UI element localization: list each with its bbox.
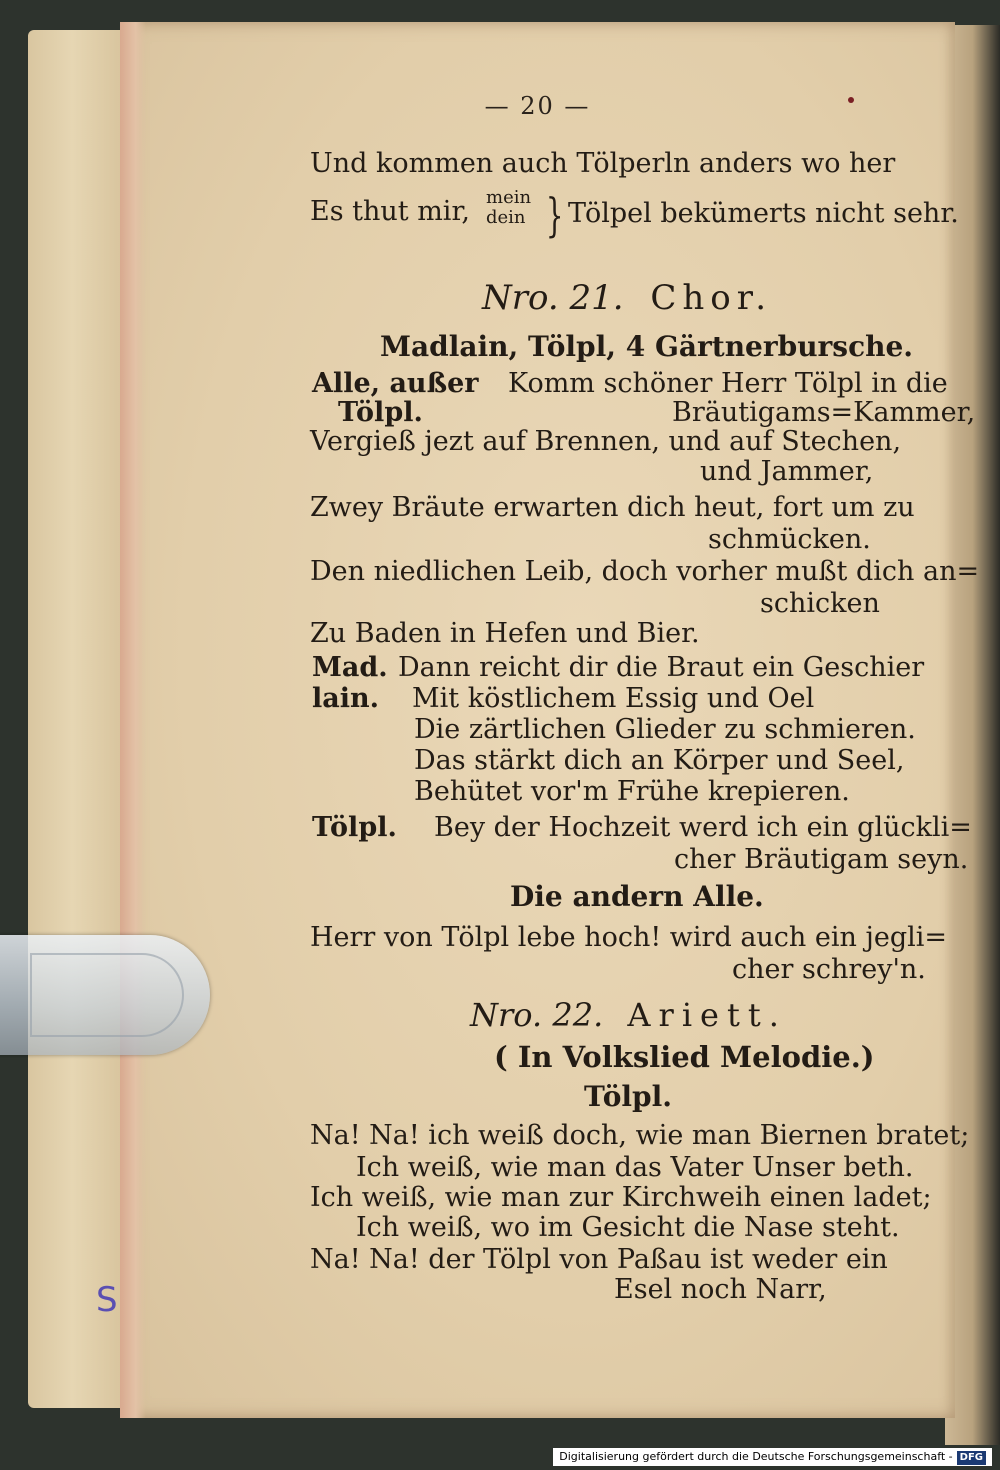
- page-spine-shadow: [120, 22, 146, 1418]
- text-line: Zwey Bräute erwarten dich heut, fort um zu: [310, 492, 915, 523]
- cast-list: Madlain, Tölpl, 4 Gärtnerbursche.: [380, 330, 914, 363]
- text-line: cher schrey'n.: [732, 954, 926, 985]
- text-line: Ich weiß, wie man das Vater Unser beth.: [356, 1152, 914, 1183]
- digitization-footer: [553, 1448, 992, 1466]
- text-line: Tölpel bekümerts nicht sehr.: [568, 198, 959, 229]
- text-line: Zu Baden in Hefen und Bier.: [310, 618, 700, 649]
- text-line: Die zärtlichen Glieder zu schmieren.: [414, 714, 916, 745]
- word-option: dein: [486, 207, 526, 228]
- speaker-label: Tölpl.: [584, 1080, 672, 1113]
- page-number: — 20 —: [484, 92, 591, 120]
- text-line: schmücken.: [708, 524, 871, 555]
- section-heading: [470, 996, 787, 1034]
- text-line: Ich weiß, wo im Gesicht die Nase steht.: [356, 1212, 900, 1243]
- dfg-logo-icon: DFG: [957, 1451, 986, 1465]
- text-line: Den niedlichen Leib, doch vorher mußt dich an=: [310, 556, 980, 587]
- text-line: Mit köstlichem Essig und Oel: [412, 683, 815, 714]
- speaker-label: Tölpl.: [338, 397, 423, 428]
- section-title: Ariett.: [627, 996, 787, 1034]
- text-line: Herr von Tölpl lebe hoch! wird auch ein jegli=: [310, 922, 948, 953]
- text-line: Das stärkt dich an Körper und Seel,: [414, 745, 905, 776]
- word-options: [486, 188, 531, 228]
- clip-highlight: [30, 953, 184, 1037]
- speaker-label: Tölpl.: [312, 812, 397, 843]
- text-line: Ich weiß, wie man zur Kirchweih einen ladet;: [310, 1182, 932, 1213]
- section-title: Chor.: [650, 278, 773, 318]
- subheading: Die andern Alle.: [510, 880, 764, 913]
- section-number: Nro. 22.: [470, 996, 604, 1034]
- text-line: cher Bräutigam seyn.: [674, 844, 969, 875]
- text-line: und Jammer,: [700, 456, 874, 487]
- text-line: Und kommen auch Tölperln anders wo her: [310, 148, 896, 179]
- text-line: schicken: [760, 588, 880, 619]
- text-line: Esel noch Narr,: [614, 1274, 827, 1305]
- speaker-label: Alle, außer: [312, 368, 479, 399]
- text-line: Na! Na! der Tölpl von Paßau ist weder ein: [310, 1244, 888, 1275]
- text-line: Na! Na! ich weiß doch, wie man Biernen bratet;: [310, 1120, 970, 1151]
- speaker-label: lain.: [312, 683, 380, 714]
- section-number: Nro. 21.: [482, 278, 624, 318]
- text-line: Komm schöner Herr Tölpl in die: [508, 368, 948, 399]
- text-line: Es thut mir,: [310, 196, 470, 227]
- text-line: Bräutigams=Kammer,: [672, 397, 976, 428]
- speaker-label: Mad.: [312, 652, 388, 683]
- text-line: Vergieß jezt auf Brennen, und auf Stechen,: [310, 426, 902, 457]
- word-option: mein: [486, 187, 532, 208]
- brace-glyph: }: [545, 188, 564, 242]
- text-line: Dann reicht dir die Braut ein Geschier: [398, 652, 925, 683]
- melody-note: ( In Volkslied Melodie.): [494, 1040, 875, 1074]
- footer-text: Digitalisierung gefördert durch die Deutsche Forschungsgemeinschaft -: [559, 1450, 953, 1463]
- section-heading: [482, 278, 772, 318]
- library-stamp: S: [96, 1280, 118, 1320]
- glass-page-clip: [0, 935, 210, 1055]
- text-line: Behütet vor'm Frühe krepieren.: [414, 776, 850, 807]
- text-line: Bey der Hochzeit werd ich ein glückli=: [434, 812, 972, 843]
